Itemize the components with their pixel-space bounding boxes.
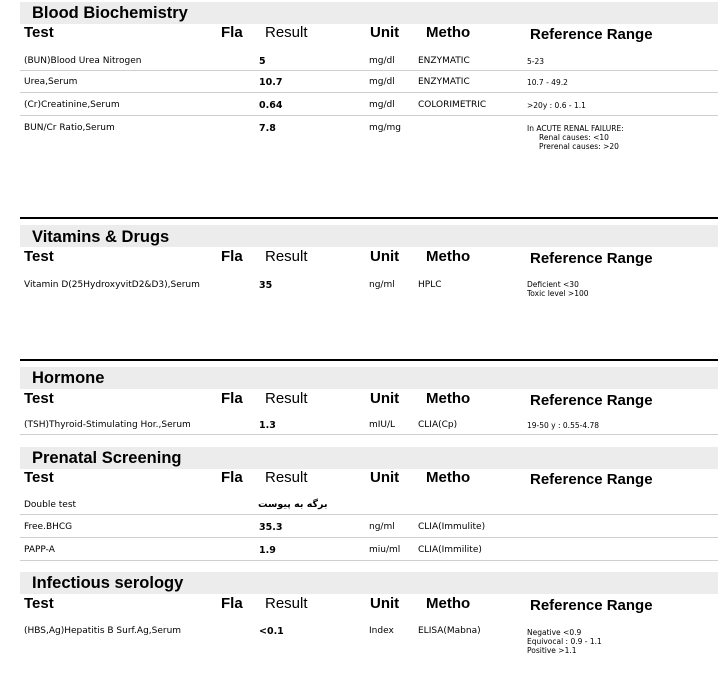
test-name: (Cr)Creatinine,Serum	[24, 100, 120, 110]
result-value: 10.7	[259, 77, 283, 88]
section-divider	[20, 359, 718, 361]
test-name: Free.BHCG	[24, 522, 73, 532]
column-header-result: Result	[265, 248, 308, 265]
test-name: (HBS,Ag)Hepatitis B Surf.Ag,Serum	[24, 626, 182, 636]
unit: mg/mg	[369, 123, 401, 133]
column-header-method: Metho	[426, 248, 471, 265]
unit: ng/ml	[369, 522, 395, 532]
column-header-reference: Reference Range	[530, 471, 653, 488]
result-value: 1.3	[259, 420, 276, 431]
section-title: Infectious serology	[32, 574, 184, 592]
section-title: Blood Biochemistry	[32, 4, 188, 22]
row-divider	[20, 115, 718, 116]
reference-range: Toxic level >100	[527, 289, 589, 298]
column-header-result: Result	[265, 24, 308, 41]
reference-range: 10.7 - 49.2	[527, 78, 568, 87]
column-header-unit: Unit	[370, 390, 400, 407]
column-header-reference: Reference Range	[530, 250, 653, 267]
reference-range: Equivocal : 0.9 - 1.1	[527, 637, 602, 646]
column-header-unit: Unit	[370, 595, 400, 612]
test-name: Double test	[24, 500, 77, 510]
method: CLIA(Immilite)	[418, 545, 482, 555]
column-header-test: Test	[24, 390, 54, 407]
unit: Index	[369, 626, 394, 636]
reference-range: Positive >1.1	[527, 646, 577, 655]
row-divider	[20, 434, 718, 435]
result-value: 1.9	[259, 545, 276, 556]
column-header-test: Test	[24, 24, 54, 41]
column-header-test: Test	[24, 469, 54, 486]
method: HPLC	[418, 280, 442, 290]
reference-range: In ACUTE RENAL FAILURE:	[527, 124, 624, 133]
row-divider	[20, 514, 718, 515]
reference-range: Prerenal causes: >20	[539, 142, 619, 151]
column-header-method: Metho	[426, 469, 471, 486]
column-header-reference: Reference Range	[530, 26, 653, 43]
column-header-flag: Fla	[221, 469, 243, 486]
row-divider	[20, 92, 718, 93]
reference-range: 19-50 y : 0.55-4.78	[527, 421, 600, 430]
reference-range: Negative <0.9	[527, 628, 582, 637]
unit: mg/dl	[369, 56, 395, 66]
column-header-flag: Fla	[221, 595, 243, 612]
column-header-unit: Unit	[370, 469, 400, 486]
column-header-test: Test	[24, 595, 54, 612]
column-header-method: Metho	[426, 390, 471, 407]
result-value: 35.3	[259, 522, 283, 533]
unit: ng/ml	[369, 280, 395, 290]
section-title: Hormone	[32, 369, 105, 387]
column-header-flag: Fla	[221, 390, 243, 407]
section-divider	[20, 217, 718, 219]
unit: mg/dl	[369, 77, 395, 87]
method: ENZYMATIC	[418, 77, 470, 87]
unit: mg/dl	[369, 100, 395, 110]
column-header-method: Metho	[426, 595, 471, 612]
method: CLIA(Cp)	[418, 420, 458, 430]
test-name: (BUN)Blood Urea Nitrogen	[24, 56, 142, 66]
column-header-unit: Unit	[370, 248, 400, 265]
test-name: BUN/Cr Ratio,Serum	[24, 123, 115, 133]
section-title: Prenatal Screening	[32, 449, 182, 467]
column-header-reference: Reference Range	[530, 597, 653, 614]
method: ELISA(Mabna)	[418, 626, 481, 636]
unit: mIU/L	[369, 420, 396, 430]
column-header-result: Result	[265, 595, 308, 612]
column-header-unit: Unit	[370, 24, 400, 41]
reference-range: Renal causes: <10	[539, 133, 609, 142]
column-header-result: Result	[265, 469, 308, 486]
result-value: 7.8	[259, 123, 276, 134]
result-value: 0.64	[259, 100, 283, 111]
row-divider	[20, 537, 718, 538]
result-value: <0.1	[259, 626, 284, 637]
method: ENZYMATIC	[418, 56, 470, 66]
column-header-method: Metho	[426, 24, 471, 41]
test-name: (TSH)Thyroid-Stimulating Hor.,Serum	[24, 420, 191, 430]
section-header-bar	[20, 367, 718, 389]
column-header-flag: Fla	[221, 24, 243, 41]
method: COLORIMETRIC	[418, 100, 487, 110]
result-value: برگه به پیوست	[258, 499, 328, 510]
result-value: 35	[259, 280, 273, 291]
test-name: Vitamin D(25HydroxyvitD2&D3),Serum	[24, 280, 200, 290]
test-name: PAPP-A	[24, 545, 55, 555]
reference-range: 5-23	[527, 57, 545, 66]
test-name: Urea,Serum	[24, 77, 78, 87]
reference-range: >20y : 0.6 - 1.1	[527, 101, 586, 110]
result-value: 5	[259, 56, 266, 67]
column-header-test: Test	[24, 248, 54, 265]
row-divider	[20, 70, 718, 71]
section-title: Vitamins & Drugs	[32, 228, 170, 246]
column-header-flag: Fla	[221, 248, 243, 265]
unit: miu/ml	[369, 545, 401, 555]
row-divider	[20, 560, 718, 561]
reference-range: Deficient <30	[527, 280, 579, 289]
column-header-result: Result	[265, 390, 308, 407]
method: CLIA(Immulite)	[418, 522, 486, 532]
column-header-reference: Reference Range	[530, 392, 653, 409]
